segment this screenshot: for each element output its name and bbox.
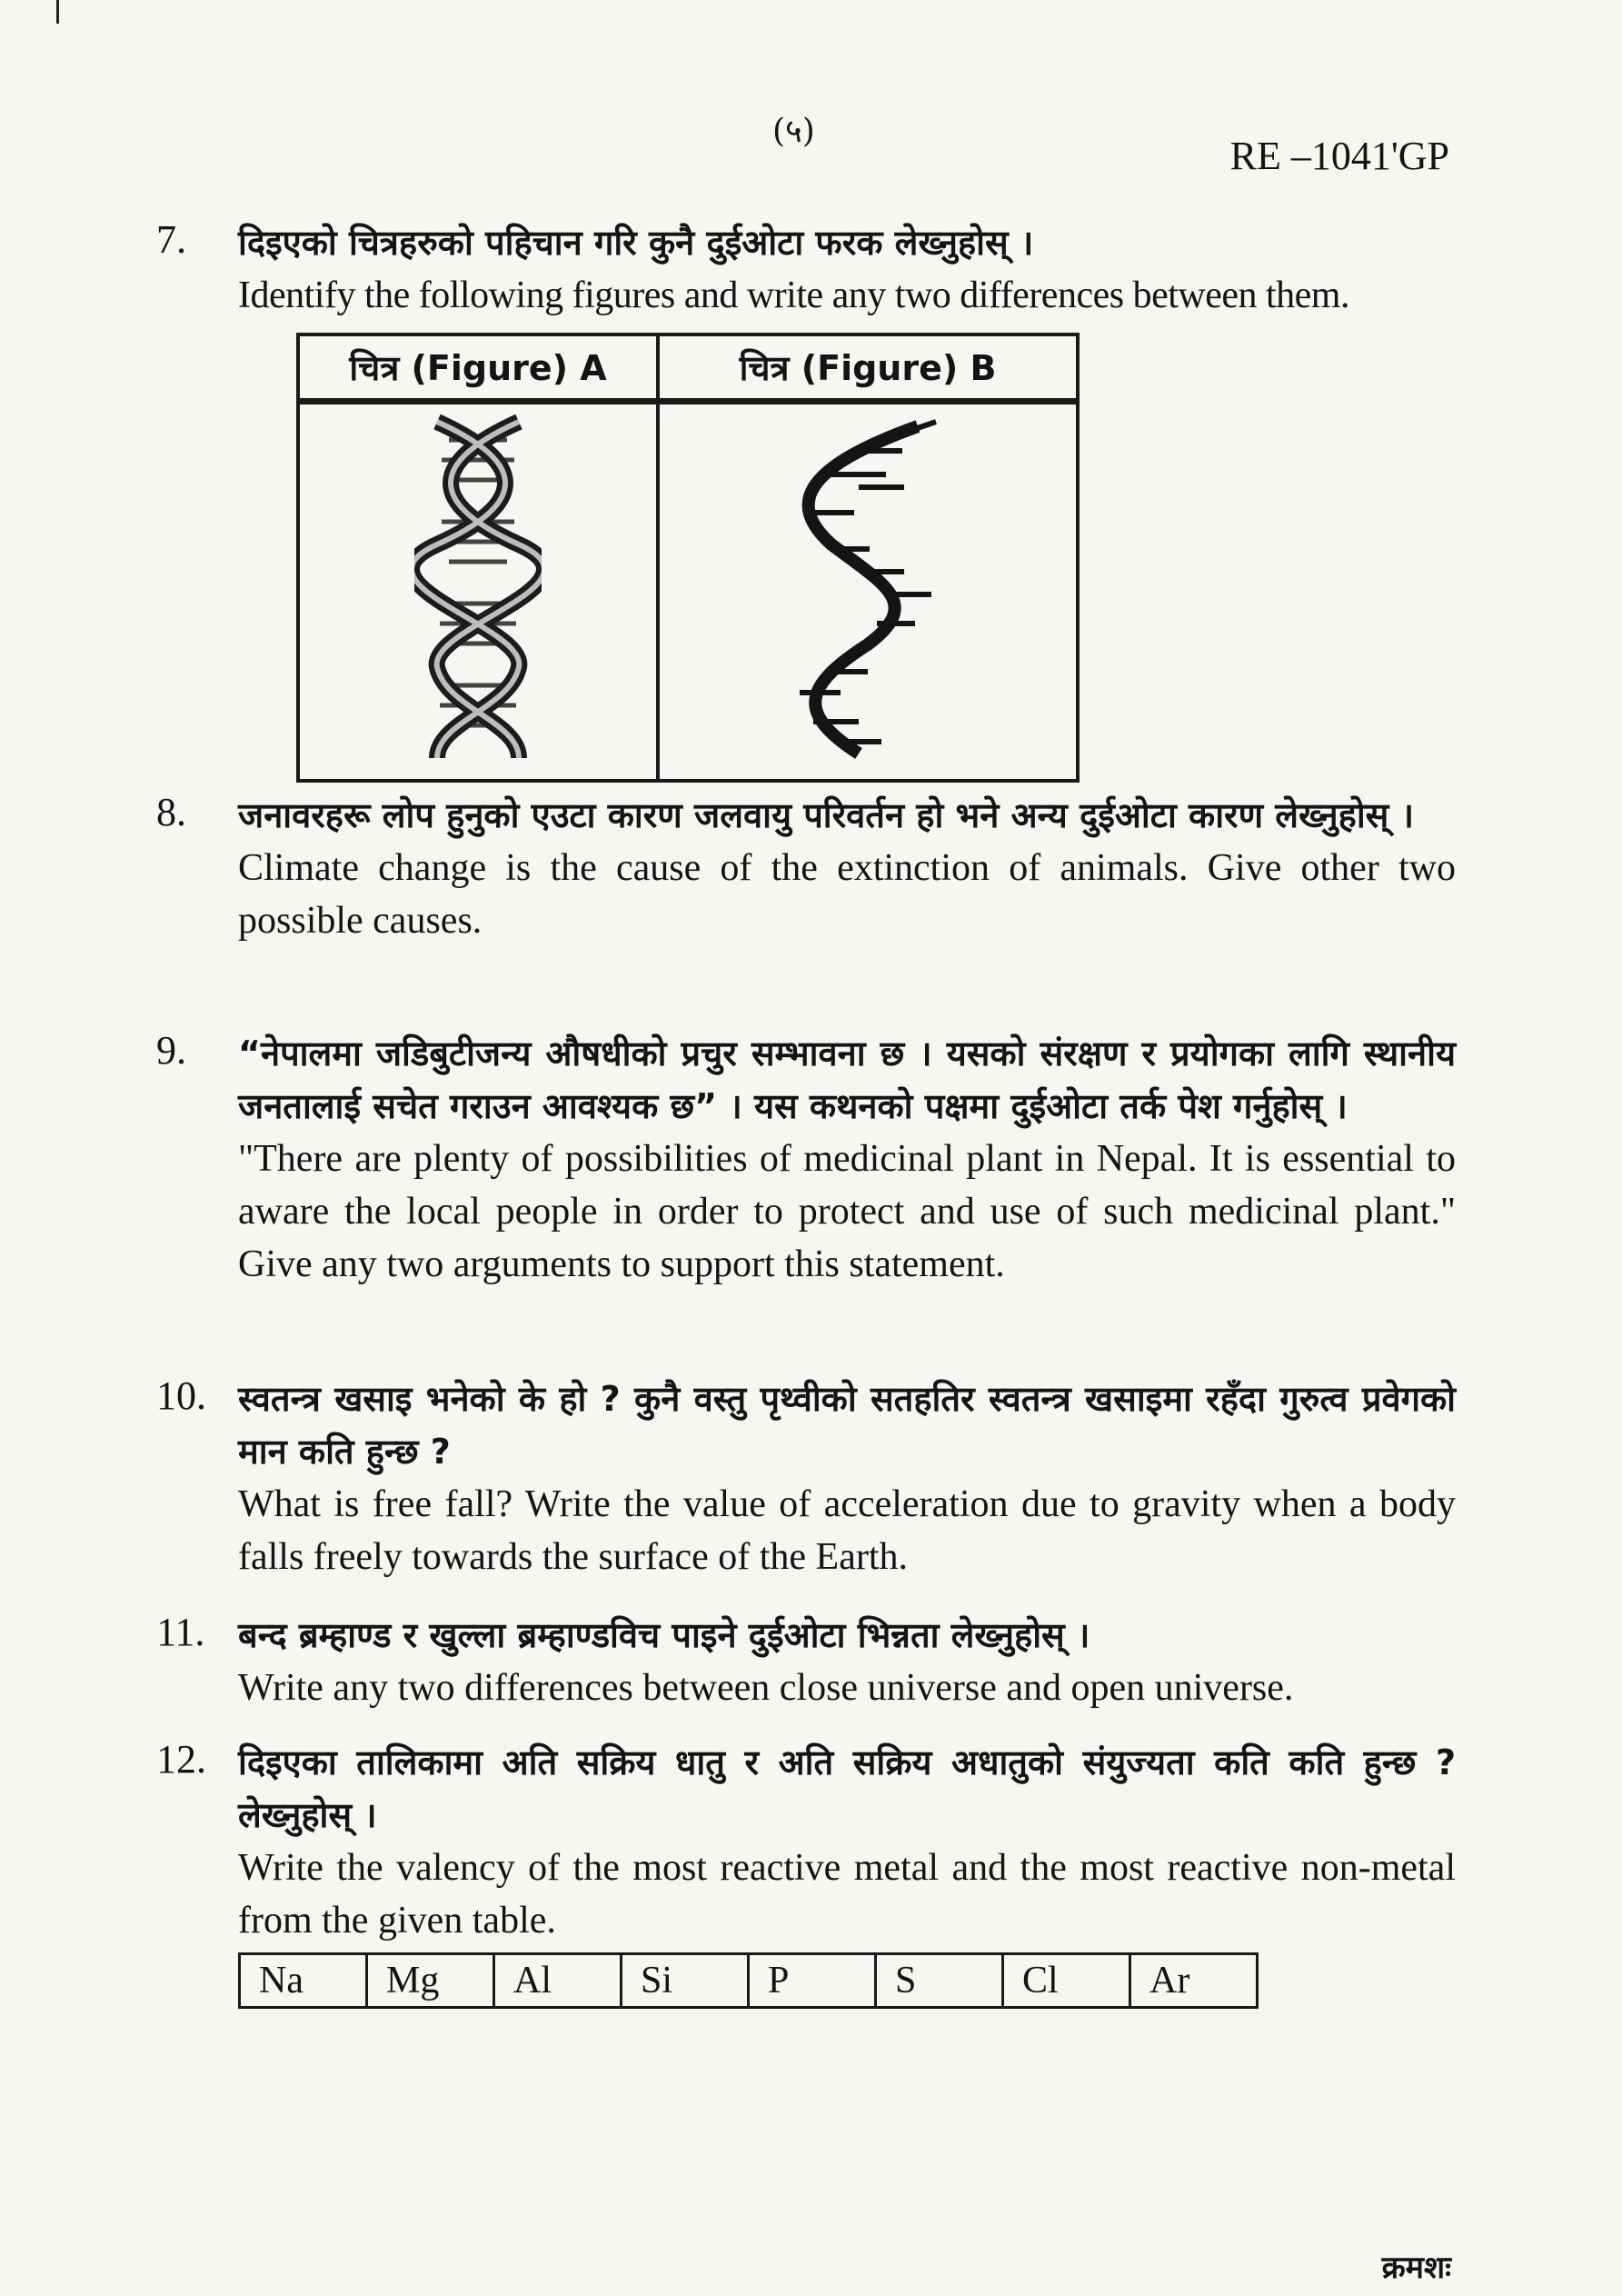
question-text-nepali: दिइएका तालिकामा अति सक्रिय धातु र अति सक्रिय अधातुको संयुज्यता कति कति हुन्छ ? लेख्नुहोस् । — [238, 1742, 1456, 1835]
question-text-english: What is free fall? Write the value of acceleration due to gravity when a body falls freely towards the surface of the Earth. — [238, 1483, 1456, 1578]
page-number: (५) — [772, 113, 815, 150]
question-12 — [156, 1736, 1456, 2009]
element-cell: Mg — [367, 1954, 494, 2008]
question-text-nepali: दिइएको चित्रहरुको पहिचान गरि कुनै दुईओटा फरक लेख्नुहोस् । — [238, 223, 1034, 263]
paper-code: RE –1041'GP — [1229, 134, 1449, 178]
element-cell: S — [876, 1954, 1003, 2008]
dna-double-helix-icon — [414, 413, 542, 767]
question-9 — [156, 1027, 1456, 1291]
question-number: 8. — [156, 790, 186, 834]
rna-single-helix-icon — [768, 413, 968, 767]
element-cell: Al — [494, 1954, 622, 2008]
continued-label: क्रमशः — [1381, 2250, 1451, 2286]
question-text-nepali: बन्द ब्रम्हाण्ड र खुल्ला ब्रम्हाण्डविच पाइने दुईओटा भिन्नता लेख्नुहोस् । — [238, 1615, 1090, 1655]
figure-b-header: चित्र (Figure) B — [658, 334, 1078, 402]
figure-a-header: चित्र (Figure) A — [298, 334, 658, 402]
figure-b-cell — [658, 402, 1078, 782]
question-number: 7. — [156, 217, 186, 262]
question-text-english: Identify the following figures and write any two differences between them. — [238, 275, 1349, 316]
question-text-english: Climate change is the cause of the extinction of animals. Give other two possible causes. — [238, 847, 1456, 942]
question-text-nepali: “नेपालमा जडिबुटीजन्य औषधीको प्रचुर सम्भावना छ । यसको संरक्षण र प्रयोगका लागि स्थानीय जनतालाई सचेत गराउन आवश्यक छ” । यस कथनको पक्षमा दुईओटा तर्क पेश गर्नुहोस् । — [238, 1033, 1456, 1126]
question-7 — [156, 216, 1456, 783]
question-10 — [156, 1373, 1456, 1583]
question-8 — [156, 789, 1456, 947]
question-11 — [156, 1609, 1456, 1714]
question-text-nepali: जनावरहरू लोप हुनुको एउटा कारण जलवायु परिवर्तन हो भने अन्य दुईओटा कारण लेख्नुहोस् । — [238, 795, 1414, 835]
question-text-english: "There are plenty of possibilities of medicinal plant in Nepal. It is essential to aware the local people in order to protect and use of such medicinal plant." Give any two arguments to support this statement. — [238, 1138, 1456, 1285]
element-cell: Ar — [1130, 1954, 1258, 2008]
element-cell: Cl — [1003, 1954, 1130, 2008]
edge-mark — [56, 0, 59, 24]
question-number: 10. — [156, 1373, 206, 1418]
question-text-english: Write any two differences between close universe and open universe. — [238, 1667, 1294, 1709]
element-cell: Na — [240, 1954, 367, 2008]
element-cell: Si — [622, 1954, 749, 2008]
figure-a-cell — [298, 402, 658, 782]
figure-table — [296, 333, 1080, 783]
question-text-nepali: स्वतन्त्र खसाइ भनेको के हो ? कुनै वस्तु पृथ्वीको सतहतिर स्वतन्त्र खसाइमा रहँदा गुरुत्व प्रवेगको मान कति हुन्छ ? — [238, 1379, 1456, 1472]
question-number: 11. — [156, 1610, 205, 1654]
question-number: 9. — [156, 1028, 186, 1073]
elements-table — [238, 1952, 1259, 2009]
question-text-english: Write the valency of the most reactive metal and the most reactive non-metal from the given table. — [238, 1847, 1456, 1942]
question-number: 12. — [156, 1737, 206, 1782]
element-cell: P — [749, 1954, 876, 2008]
